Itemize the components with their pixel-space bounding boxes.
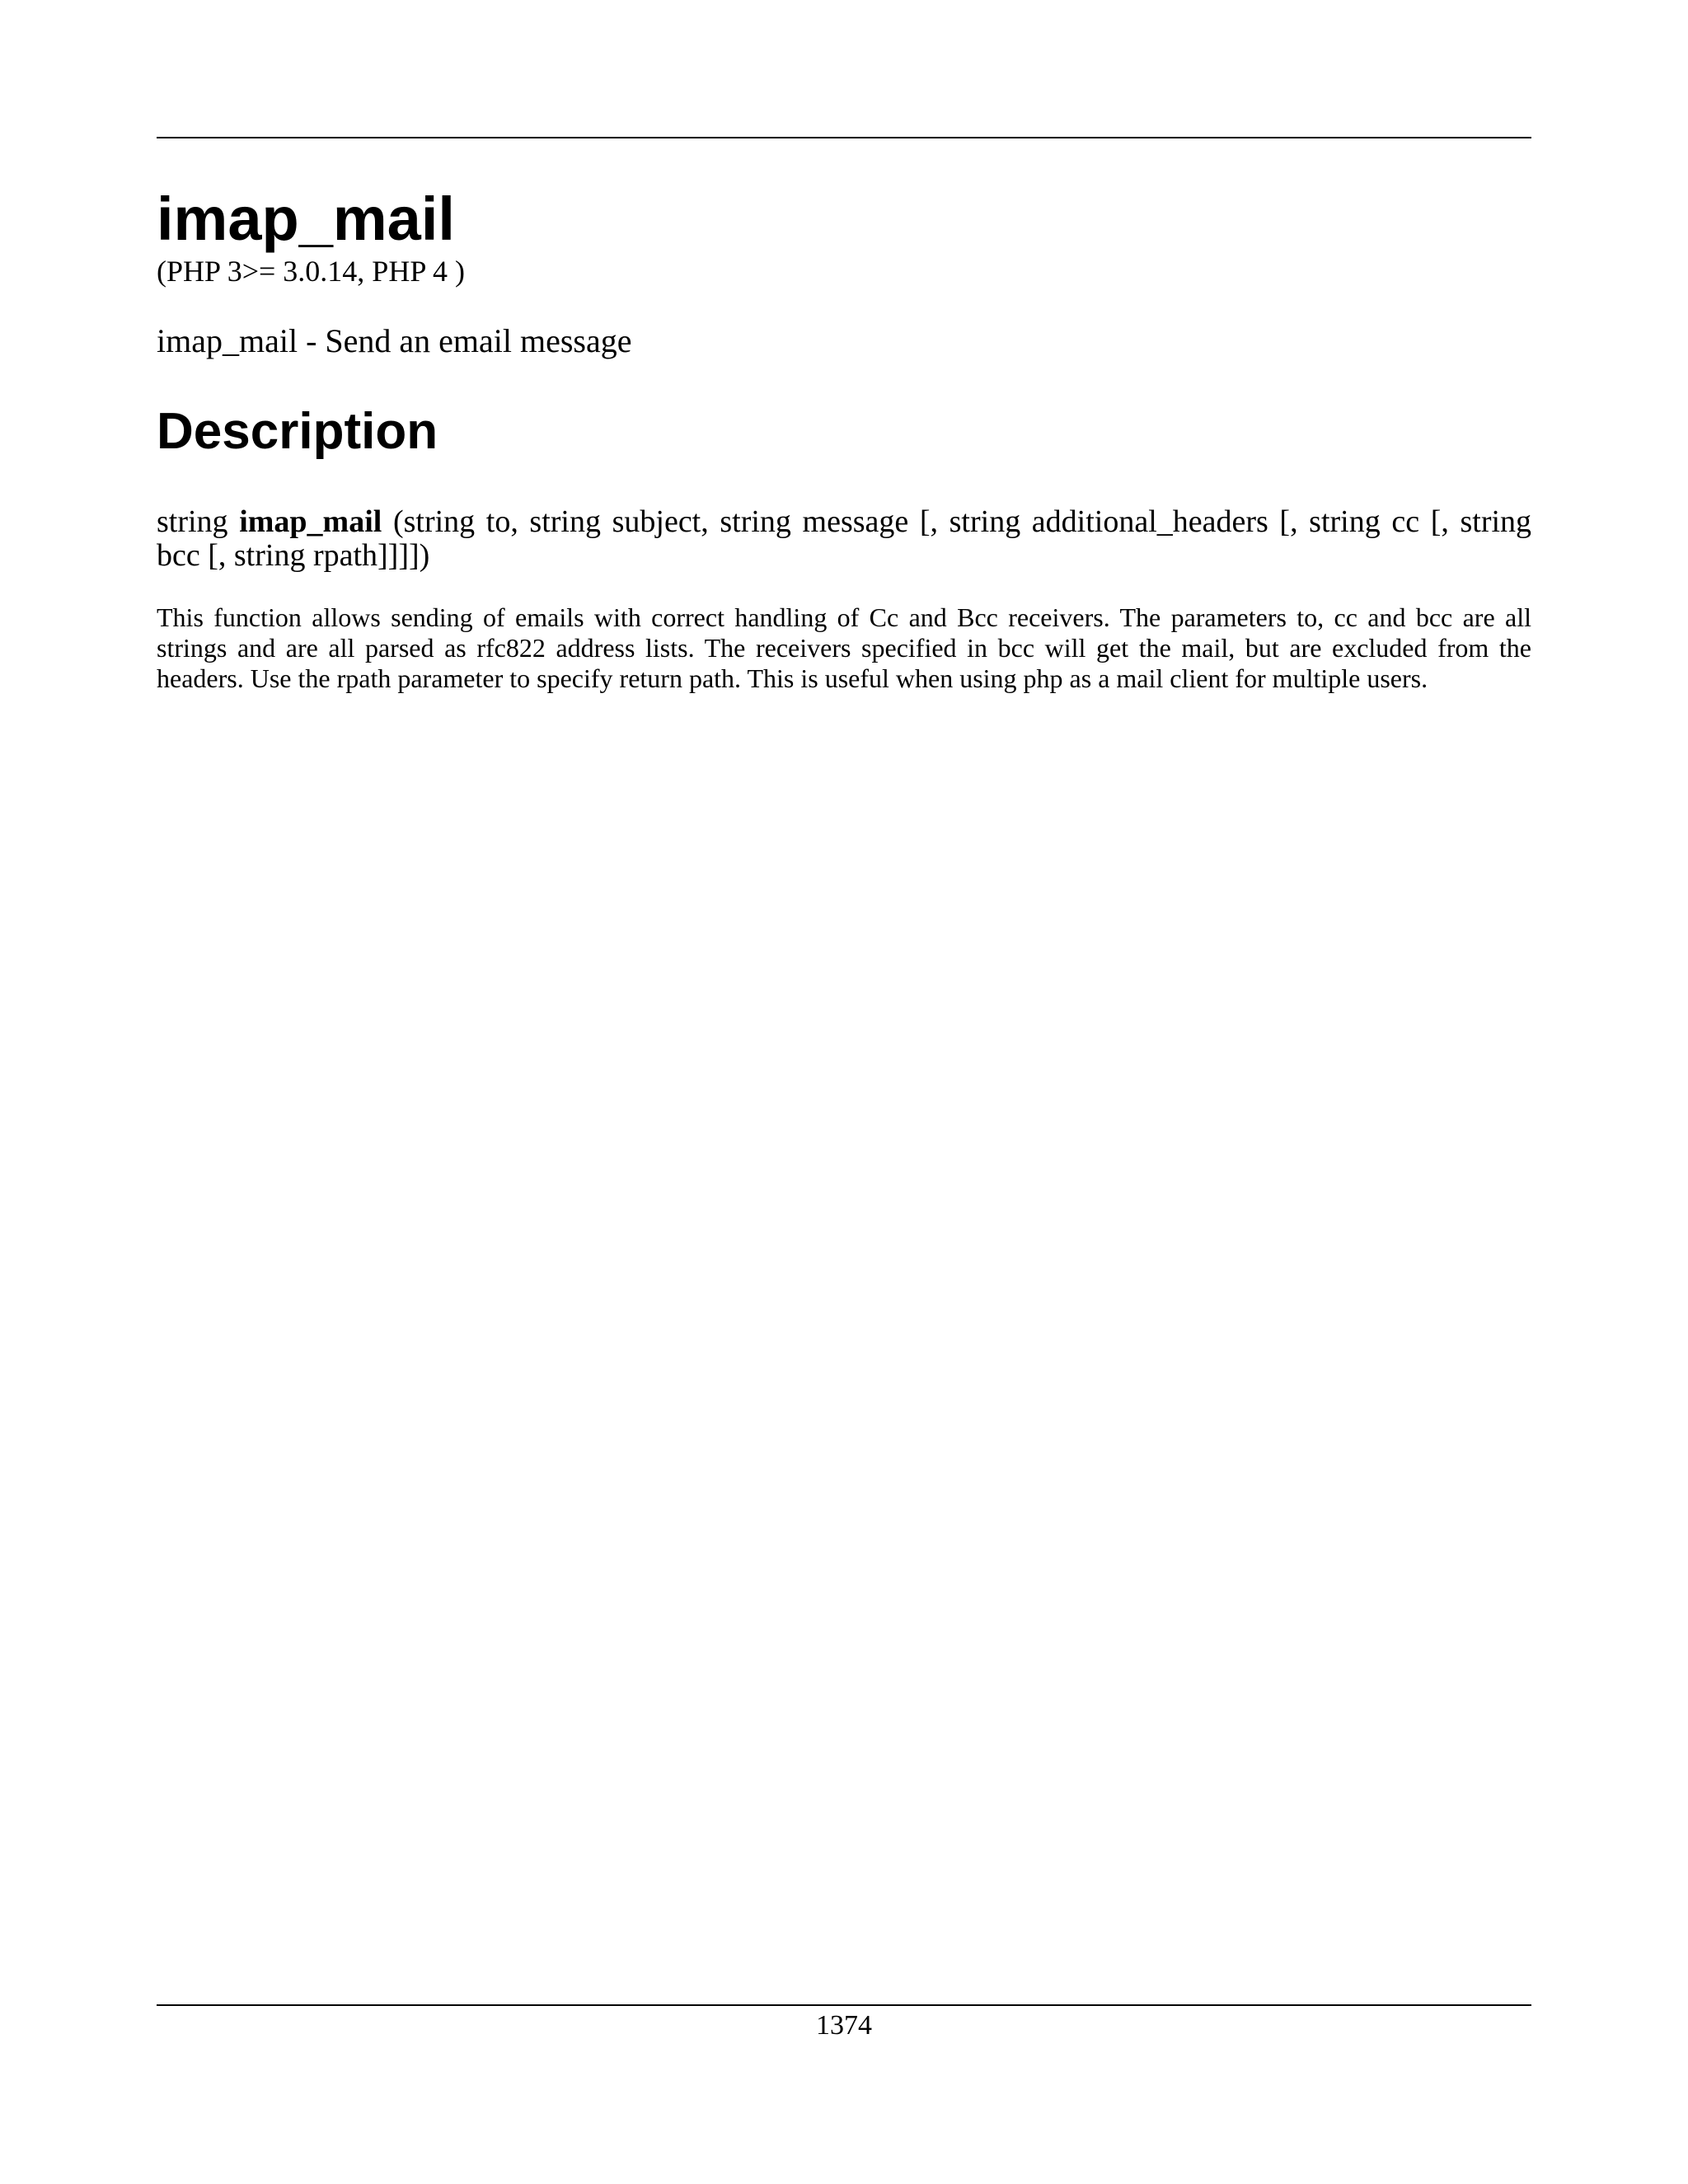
footer-rule — [157, 2004, 1531, 2006]
function-synopsis — [157, 505, 1531, 573]
page-title: imap_mail — [157, 185, 455, 253]
synopsis-parameters: (string to, string subject, string message [, string additional_headers [, string cc [, string bcc [, string rpath]]]]) — [157, 504, 1532, 573]
description-paragraph: This function allows sending of emails with correct handling of Cc and Bcc receivers. The parameters to, cc and bcc are all strings and are all parsed as rfc822 address lists. The receivers specified in bcc will get the mail, but are excluded from the headers. Use the rpath parameter to specify return path. This is useful when using php as a mail client for multiple users. — [157, 602, 1531, 693]
version-info: (PHP 3>= 3.0.14, PHP 4 ) — [157, 255, 465, 288]
page-number: 1374 — [816, 2010, 872, 2041]
header-rule — [157, 137, 1531, 138]
function-purpose: imap_mail - Send an email message — [157, 322, 632, 359]
synopsis-function-name: imap_mail — [239, 504, 382, 539]
synopsis-return-type: string — [157, 504, 228, 539]
section-heading-description: Description — [157, 403, 438, 460]
